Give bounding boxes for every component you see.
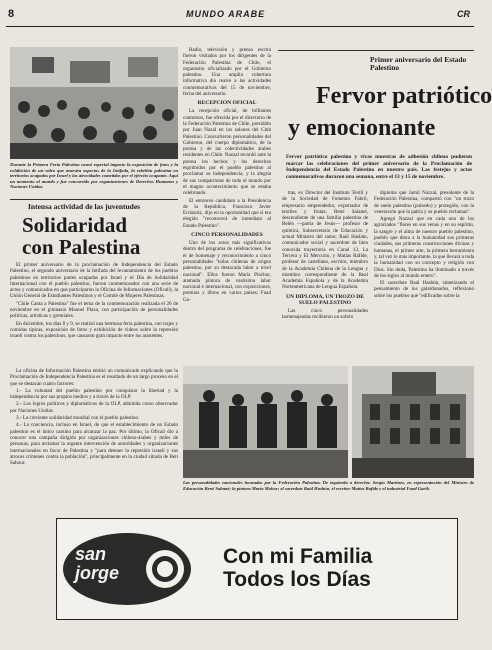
left-paragraph: 2.- Los logros políticos y diplomáticos de la OLP, admitida como observador por Naciones Unidas. [10, 401, 178, 414]
logo-brand-line-1: san [75, 544, 107, 564]
right-paragraph: diploma que Jamil Nazzal, presidente de la Federación Palestina, compartió con "un trozo de suelo palestino (pulsedo) y protegido, con la veneración que la patria y su pueblo reclaman". [374, 190, 474, 215]
middle-subhead-personalities: CINCO PERSONALIDADES [191, 232, 263, 239]
middle-article-body [183, 47, 271, 363]
right-paragraph: Agregó Nazzal que en cada uno de los agraciados "flores en sus venas y en su espíritu, la sangre y el alma de nuestro pueblo palestino, pueblo que diera a la humanidad sus primeras ciudades, sus primeras construcciones divinas y humanas, el primer arte, la primera herramienta y, tal vez lo más importante, la que llevará a toda la humanidad con su concepto y religión con Dios. Sin duda, Palestina ha iluminado a través de los siglos al mundo entero". [374, 216, 474, 279]
middle-subhead-reception: RECEPCION OFICIAL [197, 100, 257, 107]
ad-slogan-line-2: Todos los Días [223, 568, 371, 591]
left-rule [10, 199, 178, 200]
building-photo-graphic [352, 366, 474, 478]
left-paragraph: El primer aniversario de la proclamación de Independencia del Estado Palestino, el segundo aniversario de la Intifada del levantamiento de los pueblos palestinos en territorios partes ocupadas por Israel y el Día de Solidaridad Internacional con el pueblo palestino, fueron conmemorados con una serie de actos y comunicados en que participaron la Oficina de Informaciones (Oficali), la Unión General de Estudiantes Palestinos y el Comité de Mujeres Palestinas. [10, 262, 178, 300]
honorees-photo [183, 366, 348, 478]
sun-icon [143, 547, 187, 591]
san-jorge-logo [63, 533, 191, 605]
left-paragraph: 1.- La voluntad del pueblo palestino por conquistar la libertad y la independencia por sus propios medios y a través de la OLP. [10, 387, 178, 401]
fair-photo-graphic [10, 47, 178, 159]
page-header [6, 8, 474, 27]
right-article-col-2 [374, 190, 474, 360]
left-headline-line-2: con Palestina [22, 235, 141, 259]
ad-slogan-line-1: Con mi Familia [223, 545, 373, 568]
logo-brand-text [75, 545, 145, 583]
honorees-photo-caption: Las personalidades nacionales honradas por la Federación Palestina. De izquierda a derecha: Sergio Martínez, en representación del Ministro de Educación René Salamé; la pintora María Mohor; el sacerdote Raúl Hasbún, el escritor Matías Rafide y el industrial Fuad Garib. [183, 480, 474, 491]
fair-photo-caption: Durante la Primera Feria Palestina causó especial impacto la exposición de fotos y la exhibición de un video que muestra aspectos de la Intifada, la rebelión palestina en territorios ocupados por Israel y las atrocidades cometidas por el ejército ocupante. Aquí un momento al mundo y fue concurrido por organizaciones de Derechos Humanos y Naciones Unidas. [10, 162, 178, 190]
middle-paragraph: La recepción oficial, de brillantes contornos, fue ofrecida por el directorio de la Federación Palestina de Chile, presidido por Juan Nazal en los salones del Club Palestino. Concurrieron personalidades del Gobierno, del cuerpo diplomático, de la prensa y de las colectividades árabes residentes en Chile. Nazzal recordó ante la prensa los hechos y los derechos esgrimidos por el pueblo palestino al proclamar su independencia, y la alegría de sus compatriotas de todo el mundo por el magno acontecimiento que se estaba celebrando. [183, 108, 271, 197]
honorees-photo-graphic [183, 366, 348, 478]
page-number: 8 [8, 8, 15, 20]
left-paragraph: 4.- La conciencia, incluso en Israel, de que el establecimiento de un Estado palestino es el único camino para alcanzar la paz. Por último, la Oficali dio a conocer una campaña dirigida por organizaciones chileno-árabes y miles de personas, para reclamar la urgente intervención de autoridades y organizaciones internacionales en favor de Palestina y "para detener la represión israelí y sus atroces crímenes contra la población", principalmente en la ciudad sitiada de Beit Sahour. [10, 422, 178, 467]
left-article-body [10, 262, 178, 366]
left-headline [22, 214, 178, 258]
right-paragraph: El sacerdote Raúl Hasbún, sintetizando el pensamiento de los galardonados, reflexionó sobre los pueblos que "edificados sobre la [374, 280, 474, 299]
building-photo [352, 366, 474, 478]
header-right-cut: CR [457, 9, 470, 19]
middle-paragraph: Uno de los actos más significativos dentro del programa de celebraciones, fue el de homenaje y reconocimiento a cinco personalidades "todas chilenas de origen palestino, por su destacada labor a nivel nacional". Ellos fueron María Pinchor, atamada pintora de vastísima labor nacional e internacional, con exposiciones, premios y libros en varios países; Fuad Ga- [183, 240, 271, 303]
right-paragraph: Las cinco personalidades homenajeadas recibieron un sobrio [282, 307, 368, 321]
left-paragraph: En diciembre, los días 8 y 9, se realizó una hermosa feria palestina, con trajes y comidas típicas, exposición de fotos y exhibición de videos sobre la represión israelí contra los palestinos, que causaron gran impacto entre los asistentes. [10, 320, 178, 340]
right-title-line-2: y emocionante [288, 115, 436, 141]
right-title-line-1: Fervor patriótico [316, 83, 492, 109]
left-paragraph: La oficina de Información Palestina emitió un comunicado explicando que la Proclamación de Independencia Palestina es el resultado de un largo proceso en el que se destacan cuatro factores: [10, 368, 178, 387]
san-jorge-advertisement [56, 518, 458, 620]
left-paragraph: 3.- La creciente solidaridad mundial con el pueblo palestino. [16, 415, 140, 422]
right-article-col-1 [282, 190, 368, 360]
logo-brand-line-2: jorge [75, 563, 120, 583]
right-kicker: Primer aniversario del Estado Palestino [370, 55, 467, 72]
right-deck: Fervor patriótico palestino y vivas muestras de adhesión chilena pudieron marcar las celebraciones del primer aniversario de la Proclamación de Independencia del Estado Palestino en nuestro país. Las festejos y actos conmemorativos duraron una semana, entre el 13 y 15 de noviembre. [286, 154, 472, 180]
left-paragraph: "Chile Canta a Palestina" fue el tema de la conmemoración realizada el 26 de noviembre en el gimnasio Manuel Plaza, con participación de personalidades políticas, artísticas y gremiales. [10, 300, 178, 320]
right-paragraph: ttas, ex Director del Instituto Textil y de la Sociedad de Fomento Fabril, empresario emprendedor, exportador de textiles y frutas; René Salamé, descendiente de una familia palestina de Belén —patria de Jesús— profesor de química, Subsecretario de Educación y actual Ministro del ramo; Raúl Hasbún, comunicador social y sacerdote de bien conocida trayectoria en Canal 13, La Tercera y El Mercurio, y Matías Rafide, profesor de castellano, escritor, miembro de la Academia Chilena de la Lengua y miembro correspondiente de la Real Academia Española y de la Academia Norteamericana de Lengua Española. [282, 190, 368, 291]
left-article-body-2 [10, 368, 178, 486]
left-kicker: Intensa actividad de las juventudes [28, 202, 141, 211]
middle-paragraph: Radio, televisión y prensa escrita fueron visitados por los dirigentes de la Federación Palestina de Chile, el organismo oficializado por el Gobierno palestino. Una amplia cobertura informativa dio realce a las actividades conmemorativas del 15 de noviembre, fecha del aniversario. [183, 47, 271, 98]
right-subhead-diploma: UN DIPLOMA, UN TROZO DE SUELO PALESTINO [285, 293, 365, 306]
fair-photo [10, 47, 178, 159]
left-headline-line-1: Solidaridad [22, 213, 128, 237]
publication-name: MUNDO ARABE [186, 9, 266, 19]
ad-slogan [223, 545, 453, 591]
middle-paragraph: El entonces candidato a la Presidencia de la República, Francisco Javier Errázuriz, dijo en la oportunidad que si era elegido "reconocerá de inmediato al Estado Palestino". [183, 197, 271, 229]
right-rule [278, 50, 474, 51]
